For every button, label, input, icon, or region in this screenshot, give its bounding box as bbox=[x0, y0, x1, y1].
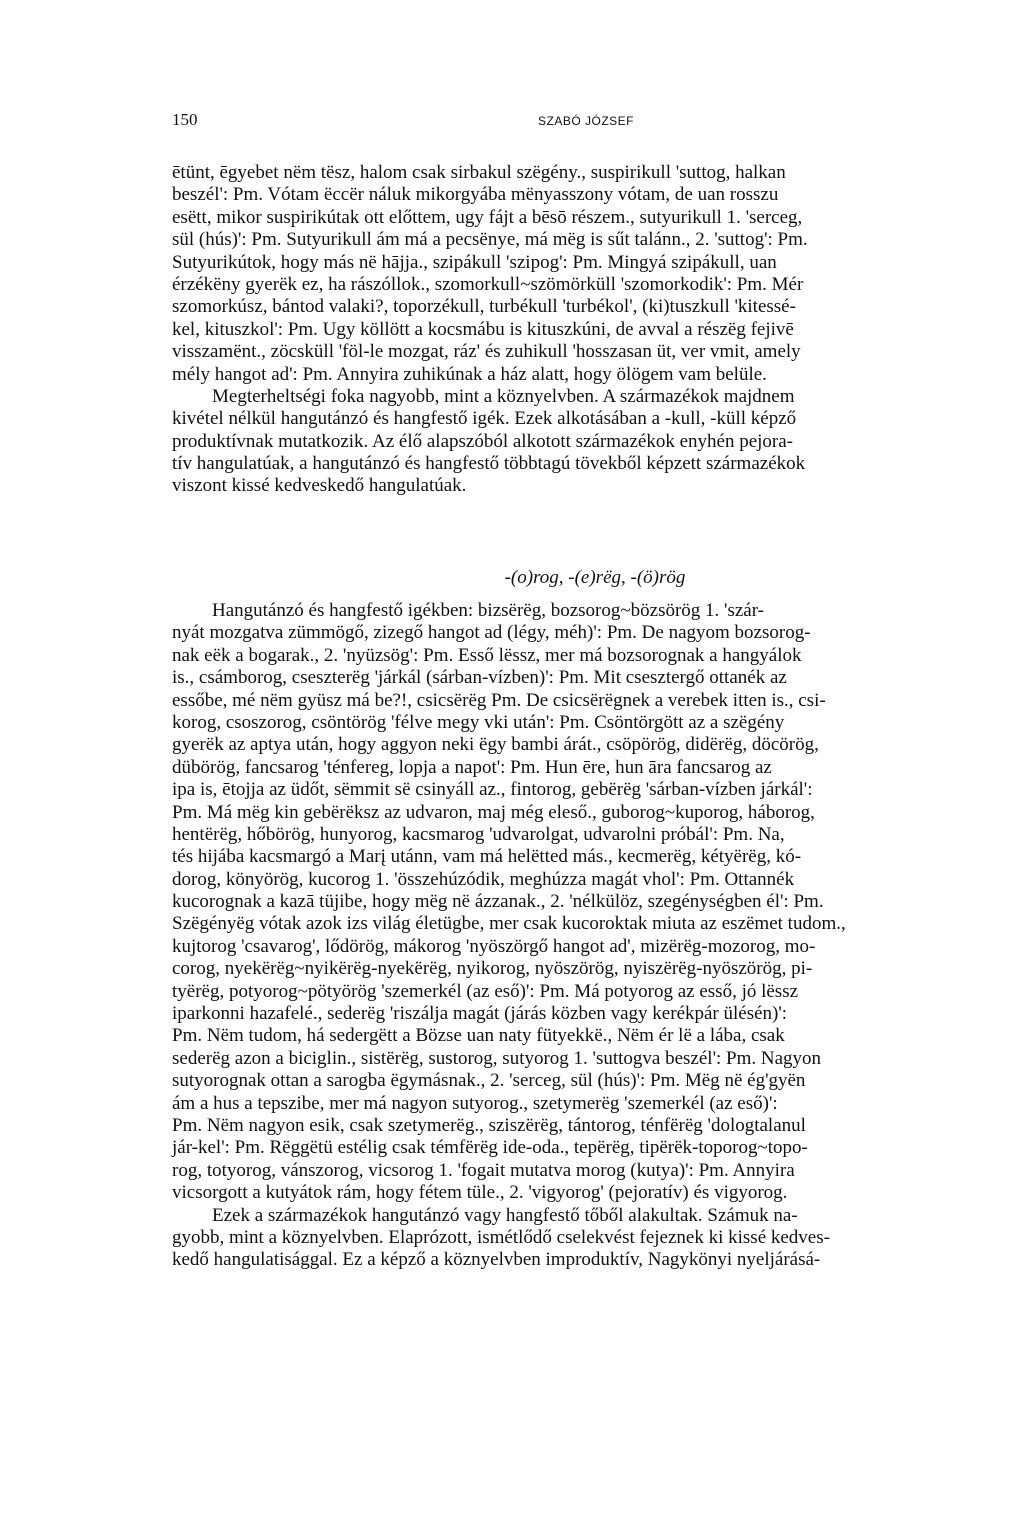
text-line: kujtorog 'csavarog', lődörög, mákorog 'nyöszörgő hangot ad', mizërëg-mozorog, mo- bbox=[172, 935, 816, 957]
paragraph-block-1 bbox=[172, 162, 1018, 498]
text-line: érzékëny gyerëk ez, ha rászóllok., szomorkull~szömörküll 'szomorkodik': Pm. Mér bbox=[172, 273, 804, 295]
text-line: vicsorgott a kutyátok rám, hogy fétem tüle., 2. 'vigyorog' (pejoratív) és vigyorog. bbox=[172, 1182, 788, 1204]
text-line: Ezek a származékok hangutánzó vagy hangfestő tőből alakultak. Számuk na- bbox=[212, 1204, 798, 1226]
paragraph-block-2 bbox=[172, 600, 1018, 1272]
text-line: iparkonni hazafelé., sederëg 'riszálja magát (járás közben vagy kerékpár ülésén)': bbox=[172, 1003, 788, 1025]
text-line: esëtt, mikor suspirikútak ott előttem, ugy fájt a bēsō részem., sutyurikull 1. 'serceg, bbox=[172, 206, 803, 228]
text-line: Pm. Nëm tudom, há sedergëtt a Bözse uan naty fütyekkë., Nëm ér lë a lába, csak bbox=[172, 1025, 785, 1047]
running-title: SZABÓ JÓZSEF bbox=[538, 114, 635, 128]
text-line: sutyorognak ottan a sarogba ëgymásnak., 2. 'serceg, sül (hús)': Pm. Mëg në ég'gyën bbox=[172, 1070, 806, 1092]
text-line: corog, nyekërëg~nyikërëg-nyekërëg, nyikorog, nyöszörög, nyiszërëg-nyöszörög, pi- bbox=[172, 958, 813, 980]
text-line: beszél': Pm. Vótam ëccër náluk mikorgyába mënyasszony vótam, de uan rosszu bbox=[172, 184, 779, 206]
text-line: produktívnak mutatkozik. Az élő alapszóból alkotott származékok enyhén pejora- bbox=[172, 430, 793, 452]
text-line: Pm. Nëm nagyon esik, csak szetymerëg., sziszërëg, tántorog, ténfërëg 'dologtalanul bbox=[172, 1114, 806, 1136]
text-line: Pm. Má mëg kin gebërëksz az udvaron, maj még eleső., guborog~kuporog, háborog, bbox=[172, 801, 815, 823]
text-line: dorog, könyörög, kucorog 1. 'összehúzódik, meghúzza magát vhol': Pm. Ottannék bbox=[172, 868, 795, 890]
text-line: sül (hús)': Pm. Sutyurikull ám má a pecsënye, má mëg is sűt talánn., 2. 'suttog': Pm. bbox=[172, 229, 808, 251]
text-line: szomorkúsz, bántod valaki?, toporzékull, turbékull 'turbékol', (ki)tuszkull 'kitessé- bbox=[172, 296, 796, 318]
page-header bbox=[172, 110, 1018, 134]
text-line: ētünt, ēgyebet nëm tësz, halom csak sirbakul szëgény., suspirikull 'suttog, halkan bbox=[172, 162, 786, 183]
text-line: nak eëk a bogarak., 2. 'nyüzsög': Pm. Esső lëssz, mer má bozsorognak a hangyálok bbox=[172, 644, 802, 666]
text-line: Megterheltségi foka nagyobb, mint a köznyelvben. A származékok majdnem bbox=[212, 385, 795, 407]
text-line: rog, totyorog, vánszorog, vicsorog 1. 'fogait mutatva morog (kutya)': Pm. Annyira bbox=[172, 1159, 795, 1181]
text-line: viszont kissé kedveskedő hangulatúak. bbox=[172, 475, 467, 497]
text-line: gyerëk az aptya után, hogy aggyon neki ëgy bambi árát., csöpörög, didërëg, döcörög, bbox=[172, 734, 819, 756]
text-line: korog, csoszorog, csöntörög 'félve megy vki után': Pm. Csöntörgött az a szëgény bbox=[172, 711, 785, 733]
text-line: essőbe, mé nëm gyüsz má be?!, csicsërëg Pm. De csicsërëgnek a verebek itten is., csi- bbox=[172, 689, 826, 711]
text-line: kedő hangulatisággal. Ez a képző a köznyelvben improduktív, Nagykönyi nyeljárásá- bbox=[172, 1249, 821, 1271]
text-line: jár-kel': Pm. Rëggëtü estélig csak témfërëg ide-oda., tepërëg, tipërëk-toporog~topo- bbox=[172, 1137, 808, 1159]
text-line: tyërëg, potyorog~pötyörög 'szemerkél (az eső)': Pm. Má potyorog az esső, jó lëssz bbox=[172, 980, 799, 1002]
section-heading: -(o)rog, -(e)rëg, -(ö)rög bbox=[504, 567, 686, 588]
text-line: tív hangulatúak, a hangutánzó és hangfestő többtagú tövekből képzett származékok bbox=[172, 453, 806, 475]
text-line: sederëg azon a biciglin., sistërëg, sustorog, sutyorog 1. 'suttogva beszél': Pm. Nagyon bbox=[172, 1047, 822, 1069]
text-line: Hangutánzó és hangfestő igékben: bizsërëg, bozsorog~bözsörög 1. 'szár- bbox=[212, 600, 765, 621]
text-line: ipa is, ētojja az üdőt, sëmmit së csinyáll az., fintorog, gebërëg 'sárban-vízben járkál': bbox=[172, 779, 813, 801]
text-line: Szëgényëg vótak azok izs világ életügbe, mer csak kucoroktak miuta az eszëmet tudom., bbox=[172, 913, 846, 935]
text-line: visszamënt., zöcsküll 'föl-le mozgat, ráz' és zuhikull 'hosszasan üt, ver vmit, amely bbox=[172, 341, 801, 363]
page-number: 150 bbox=[172, 110, 198, 129]
text-line: is., csámborog, cseszterëg 'járkál (sárban-vízben)': Pm. Mit csesztergő ottanék az bbox=[172, 667, 787, 689]
text-line: kel, kituszkol': Pm. Ugy köllött a kocsmábu is kituszkúni, de avval a részëg fejivē bbox=[172, 318, 794, 340]
text-line: hentërëg, hőbörög, hunyorog, kacsmarog 'udvarolgat, udvarolni próbál': Pm. Na, bbox=[172, 823, 785, 845]
text-line: dübörög, fancsarog 'ténfereg, lopja a napot': Pm. Hun ēre, hun āra fancsarog az bbox=[172, 756, 772, 778]
text-line: mély hangot ad': Pm. Annyira zuhikúnak a ház alatt, hogy ölögem vam belüle. bbox=[172, 363, 767, 385]
text-line: Sutyurikútok, hogy más në hājja., szipákull 'szipog': Pm. Mingyá szipákull, uan bbox=[172, 251, 777, 273]
text-line: kivétel nélkül hangutánzó és hangfestő igék. Ezek alkotásában a -kull, -küll képző bbox=[172, 408, 797, 430]
text-line: kucorognak a kazā tüjibe, hogy mëg në ázzanak., 2. 'nélkülöz, szegénységben él': Pm. bbox=[172, 891, 824, 913]
text-line: tés hijába kacsmargó a Marį utánn, vam má helëtted más., kecmerëg, kétyërëg, kó- bbox=[172, 846, 802, 868]
text-line: gyobb, mint a köznyelvben. Elaprózott, ismétlődő cselekvést fejeznek ki kissé kedves- bbox=[172, 1226, 830, 1248]
text-line: nyát mozgatva zümmögő, zizegő hangot ad (légy, méh)': Pm. De nagyom bozsorog- bbox=[172, 622, 811, 644]
text-line: ám a hus a tepszibe, mer má nagyon sutyorog., szetymerëg 'szemerkél (az eső)': bbox=[172, 1092, 778, 1114]
